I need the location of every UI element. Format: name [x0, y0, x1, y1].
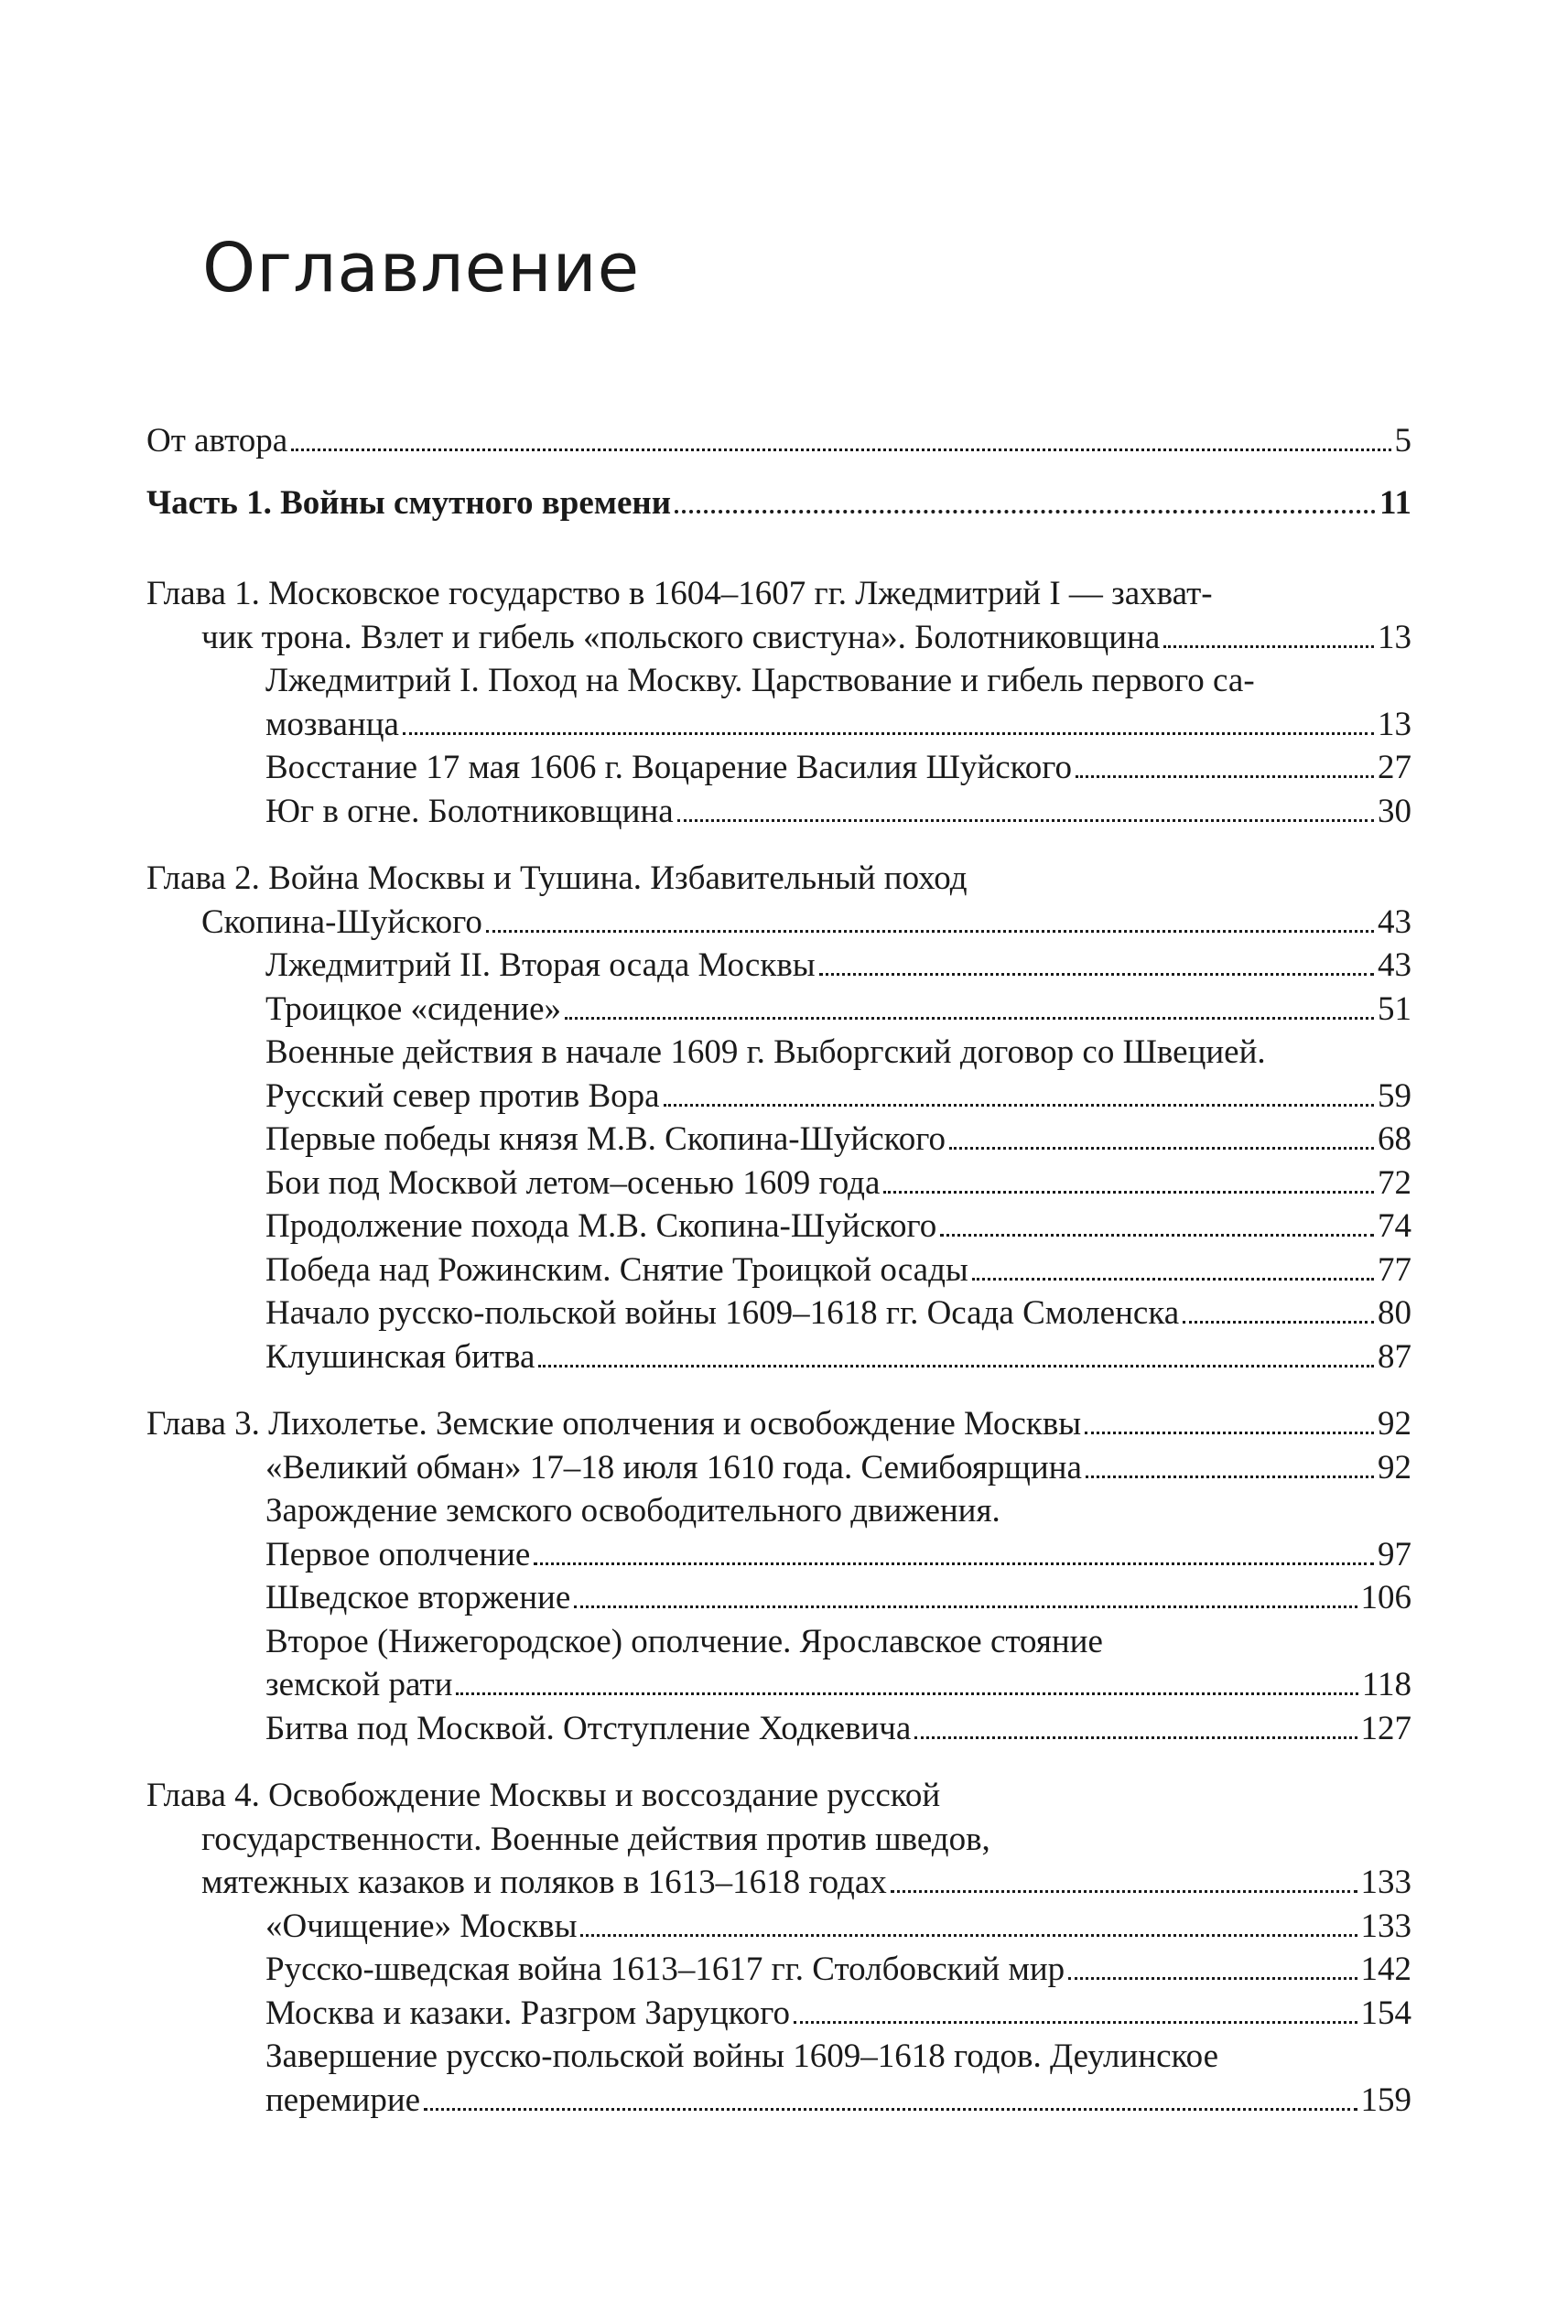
toc-entry-title-line: мятежных казаков и поляков в 1613–1618 годах: [201, 1864, 887, 1901]
toc-page-number: 154: [1360, 1994, 1411, 2032]
toc-page-number: 133: [1360, 1864, 1411, 1901]
toc-page-number: 13: [1378, 618, 1411, 656]
leader-dots: [565, 1008, 1374, 1020]
leader-dots: [1163, 636, 1374, 648]
toc-entry-title: Лжедмитрий II. Вторая осада Москвы: [265, 946, 816, 984]
leader-dots: [664, 1095, 1374, 1107]
toc-entry-section[interactable]: [146, 1620, 1411, 1707]
leader-dots: [794, 2012, 1357, 2024]
toc-entry-title: Глава 3. Лихолетье. Земские ополчения и освобождение Москвы: [146, 1405, 1082, 1443]
toc-entry-title: «Очищение» Москвы: [265, 1907, 578, 1945]
table-of-contents: [146, 419, 1411, 2122]
leader-dots: [534, 1553, 1374, 1565]
toc-entry-title-line: Скопина-Шуйского: [201, 903, 482, 941]
toc-page-number: 127: [1360, 1709, 1411, 1747]
toc-entry-title-line: Завершение русско-польской войны 1609–1618 годов. Деулинское: [265, 2038, 1219, 2075]
toc-entry-title: «Великий обман» 17–18 июля 1610 года. Семибоярщина: [265, 1448, 1082, 1486]
toc-entry-title-line: чик трона. Взлет и гибель «польского свистуна». Болотниковщина: [201, 618, 1161, 656]
leader-dots: [677, 810, 1374, 822]
toc-entry-title-line: Первое ополчение: [265, 1535, 531, 1573]
toc-entry-section[interactable]: [146, 790, 1411, 834]
toc-entry-section[interactable]: [146, 1292, 1411, 1335]
toc-entry-title: Русско-шведская война 1613–1617 гг. Столбовский мир: [265, 1951, 1065, 1988]
toc-page-number: 13: [1378, 705, 1411, 743]
toc-entry-author-note[interactable]: [146, 419, 1411, 463]
toc-entry-chapter-1[interactable]: [146, 572, 1411, 659]
leader-dots: [486, 921, 1374, 933]
toc-entry-section[interactable]: [146, 1205, 1411, 1248]
leader-dots: [883, 1182, 1374, 1194]
leader-dots: [403, 723, 1374, 735]
leader-dots: [291, 439, 1390, 451]
leader-dots: [940, 1225, 1374, 1237]
toc-entry-title: Победа над Рожинским. Снятие Троицкой осады: [265, 1250, 968, 1289]
toc-entry-title-line: государственности. Военные действия против шведов,: [201, 1820, 990, 1858]
toc-page-number: 133: [1360, 1907, 1411, 1945]
toc-page-number: 106: [1360, 1579, 1411, 1616]
toc-entry-title-line: Глава 2. Война Москвы и Тушина. Избавительный поход: [146, 859, 968, 897]
toc-entry-title-line: Зарождение земского освободительного движения.: [265, 1492, 1000, 1530]
toc-entry-section[interactable]: [146, 1248, 1411, 1292]
leader-dots: [1068, 1968, 1357, 1980]
toc-entry-title: Шведское вторжение: [265, 1579, 571, 1616]
toc-entry-chapter-2[interactable]: [146, 857, 1411, 944]
leader-dots: [1086, 1466, 1374, 1478]
toc-page-number: 97: [1378, 1535, 1411, 1573]
leader-dots: [1076, 766, 1374, 778]
toc-entry-section[interactable]: [146, 1118, 1411, 1162]
toc-entry-title-line: земской рати: [265, 1666, 453, 1703]
toc-entry-title-line: мозванца: [265, 705, 399, 743]
toc-page-number: 43: [1378, 946, 1411, 984]
toc-page-number: 5: [1394, 422, 1411, 459]
toc-entry-section[interactable]: [146, 1576, 1411, 1620]
toc-entry-title: Восстание 17 мая 1606 г. Воцарение Василия Шуйского: [265, 749, 1072, 786]
leader-dots: [972, 1269, 1374, 1281]
toc-entry-title: От автора: [146, 422, 288, 459]
leader-dots: [891, 1881, 1357, 1893]
toc-entry-title-line: Глава 1. Московское государство в 1604–1607 гг. Лжедмитрий I — захват-: [146, 575, 1213, 612]
toc-page-number: 87: [1378, 1337, 1411, 1376]
page-title: Оглавление: [202, 229, 641, 308]
toc-page-number: 74: [1378, 1207, 1411, 1245]
toc-entry-chapter-4[interactable]: [146, 1774, 1411, 1905]
leader-dots: [538, 1356, 1374, 1367]
toc-entry-title-line: Военные действия в начале 1609 г. Выборгский договор со Швецией.: [265, 1033, 1266, 1071]
toc-entry-section[interactable]: [146, 988, 1411, 1032]
toc-entry-section[interactable]: [146, 1489, 1411, 1576]
toc-page-number: 43: [1378, 903, 1411, 941]
toc-page-number: 142: [1360, 1951, 1411, 1988]
leader-dots: [675, 501, 1376, 513]
toc-entry-title: Бои под Москвой летом–осенью 1609 года: [265, 1163, 881, 1202]
leader-dots: [819, 964, 1374, 976]
leader-dots: [1085, 1422, 1374, 1434]
toc-entry-title: Продолжение похода М.В. Скопина-Шуйского: [265, 1207, 937, 1245]
leader-dots: [1183, 1312, 1374, 1324]
toc-entry-title: Юг в огне. Болотниковщина: [265, 792, 674, 830]
toc-page-number: 77: [1378, 1250, 1411, 1289]
toc-entry-section[interactable]: [146, 2035, 1411, 2122]
toc-entry-title-line: Глава 4. Освобождение Москвы и воссоздание русской: [146, 1777, 941, 1814]
leader-dots: [914, 1727, 1357, 1739]
toc-entry-title-line: Лжедмитрий I. Поход на Москву. Царствование и гибель первого са-: [265, 662, 1255, 699]
toc-entry-title: Первые победы князя М.В. Скопина-Шуйского: [265, 1120, 946, 1158]
toc-entry-title: Начало русско-польской войны 1609–1618 гг. Осада Смоленска: [265, 1294, 1180, 1332]
toc-page-number: 68: [1378, 1120, 1411, 1158]
toc-entry-title-line: перемирие: [265, 2081, 421, 2119]
toc-entry-section[interactable]: [146, 1992, 1411, 2036]
leader-dots: [456, 1683, 1357, 1695]
toc-entry-title: Часть 1. Войны смутного времени: [146, 483, 672, 522]
toc-entry-title: Клушинская битва: [265, 1337, 535, 1376]
toc-entry-title: Битва под Москвой. Отступление Ходкевича: [265, 1709, 912, 1747]
toc-page-number: 159: [1360, 2081, 1411, 2119]
toc-entry-section[interactable]: [146, 746, 1411, 790]
toc-page-number: 30: [1378, 792, 1411, 830]
toc-entry-section[interactable]: [146, 1905, 1411, 1949]
leader-dots: [424, 2099, 1357, 2111]
toc-entry-section[interactable]: [146, 1162, 1411, 1205]
toc-entry-title-line: Русский север против Вора: [265, 1076, 660, 1115]
toc-page-number: 80: [1378, 1294, 1411, 1332]
toc-entry-section[interactable]: [146, 1335, 1411, 1379]
toc-entry-section[interactable]: [146, 1707, 1411, 1751]
toc-entry-title-line: Второе (Нижегородское) ополчение. Ярославское стояние: [265, 1622, 1103, 1660]
toc-page-number: 92: [1378, 1405, 1411, 1443]
toc-entry-chapter-3[interactable]: [146, 1402, 1411, 1446]
toc-entry-section[interactable]: [146, 1948, 1411, 1992]
toc-entry-section[interactable]: [146, 944, 1411, 988]
toc-page-number: 59: [1378, 1076, 1411, 1115]
toc-page-number: 72: [1378, 1163, 1411, 1202]
toc-page-number: 92: [1378, 1448, 1411, 1486]
toc-page-number: 118: [1361, 1666, 1411, 1703]
leader-dots: [580, 1925, 1357, 1937]
toc-entry-section[interactable]: [146, 1031, 1411, 1118]
leader-dots: [574, 1596, 1357, 1608]
toc-page-number: 11: [1379, 483, 1411, 522]
toc-entry-section[interactable]: [146, 659, 1411, 746]
leader-dots: [949, 1138, 1374, 1150]
toc-entry-title: Троицкое «сидение»: [265, 989, 562, 1028]
toc-page-number: 51: [1378, 989, 1411, 1028]
toc-entry-part-1[interactable]: [146, 481, 1411, 525]
toc-entry-section[interactable]: [146, 1446, 1411, 1490]
toc-entry-title: Москва и казаки. Разгром Заруцкого: [265, 1994, 791, 2032]
toc-page-number: 27: [1378, 749, 1411, 786]
